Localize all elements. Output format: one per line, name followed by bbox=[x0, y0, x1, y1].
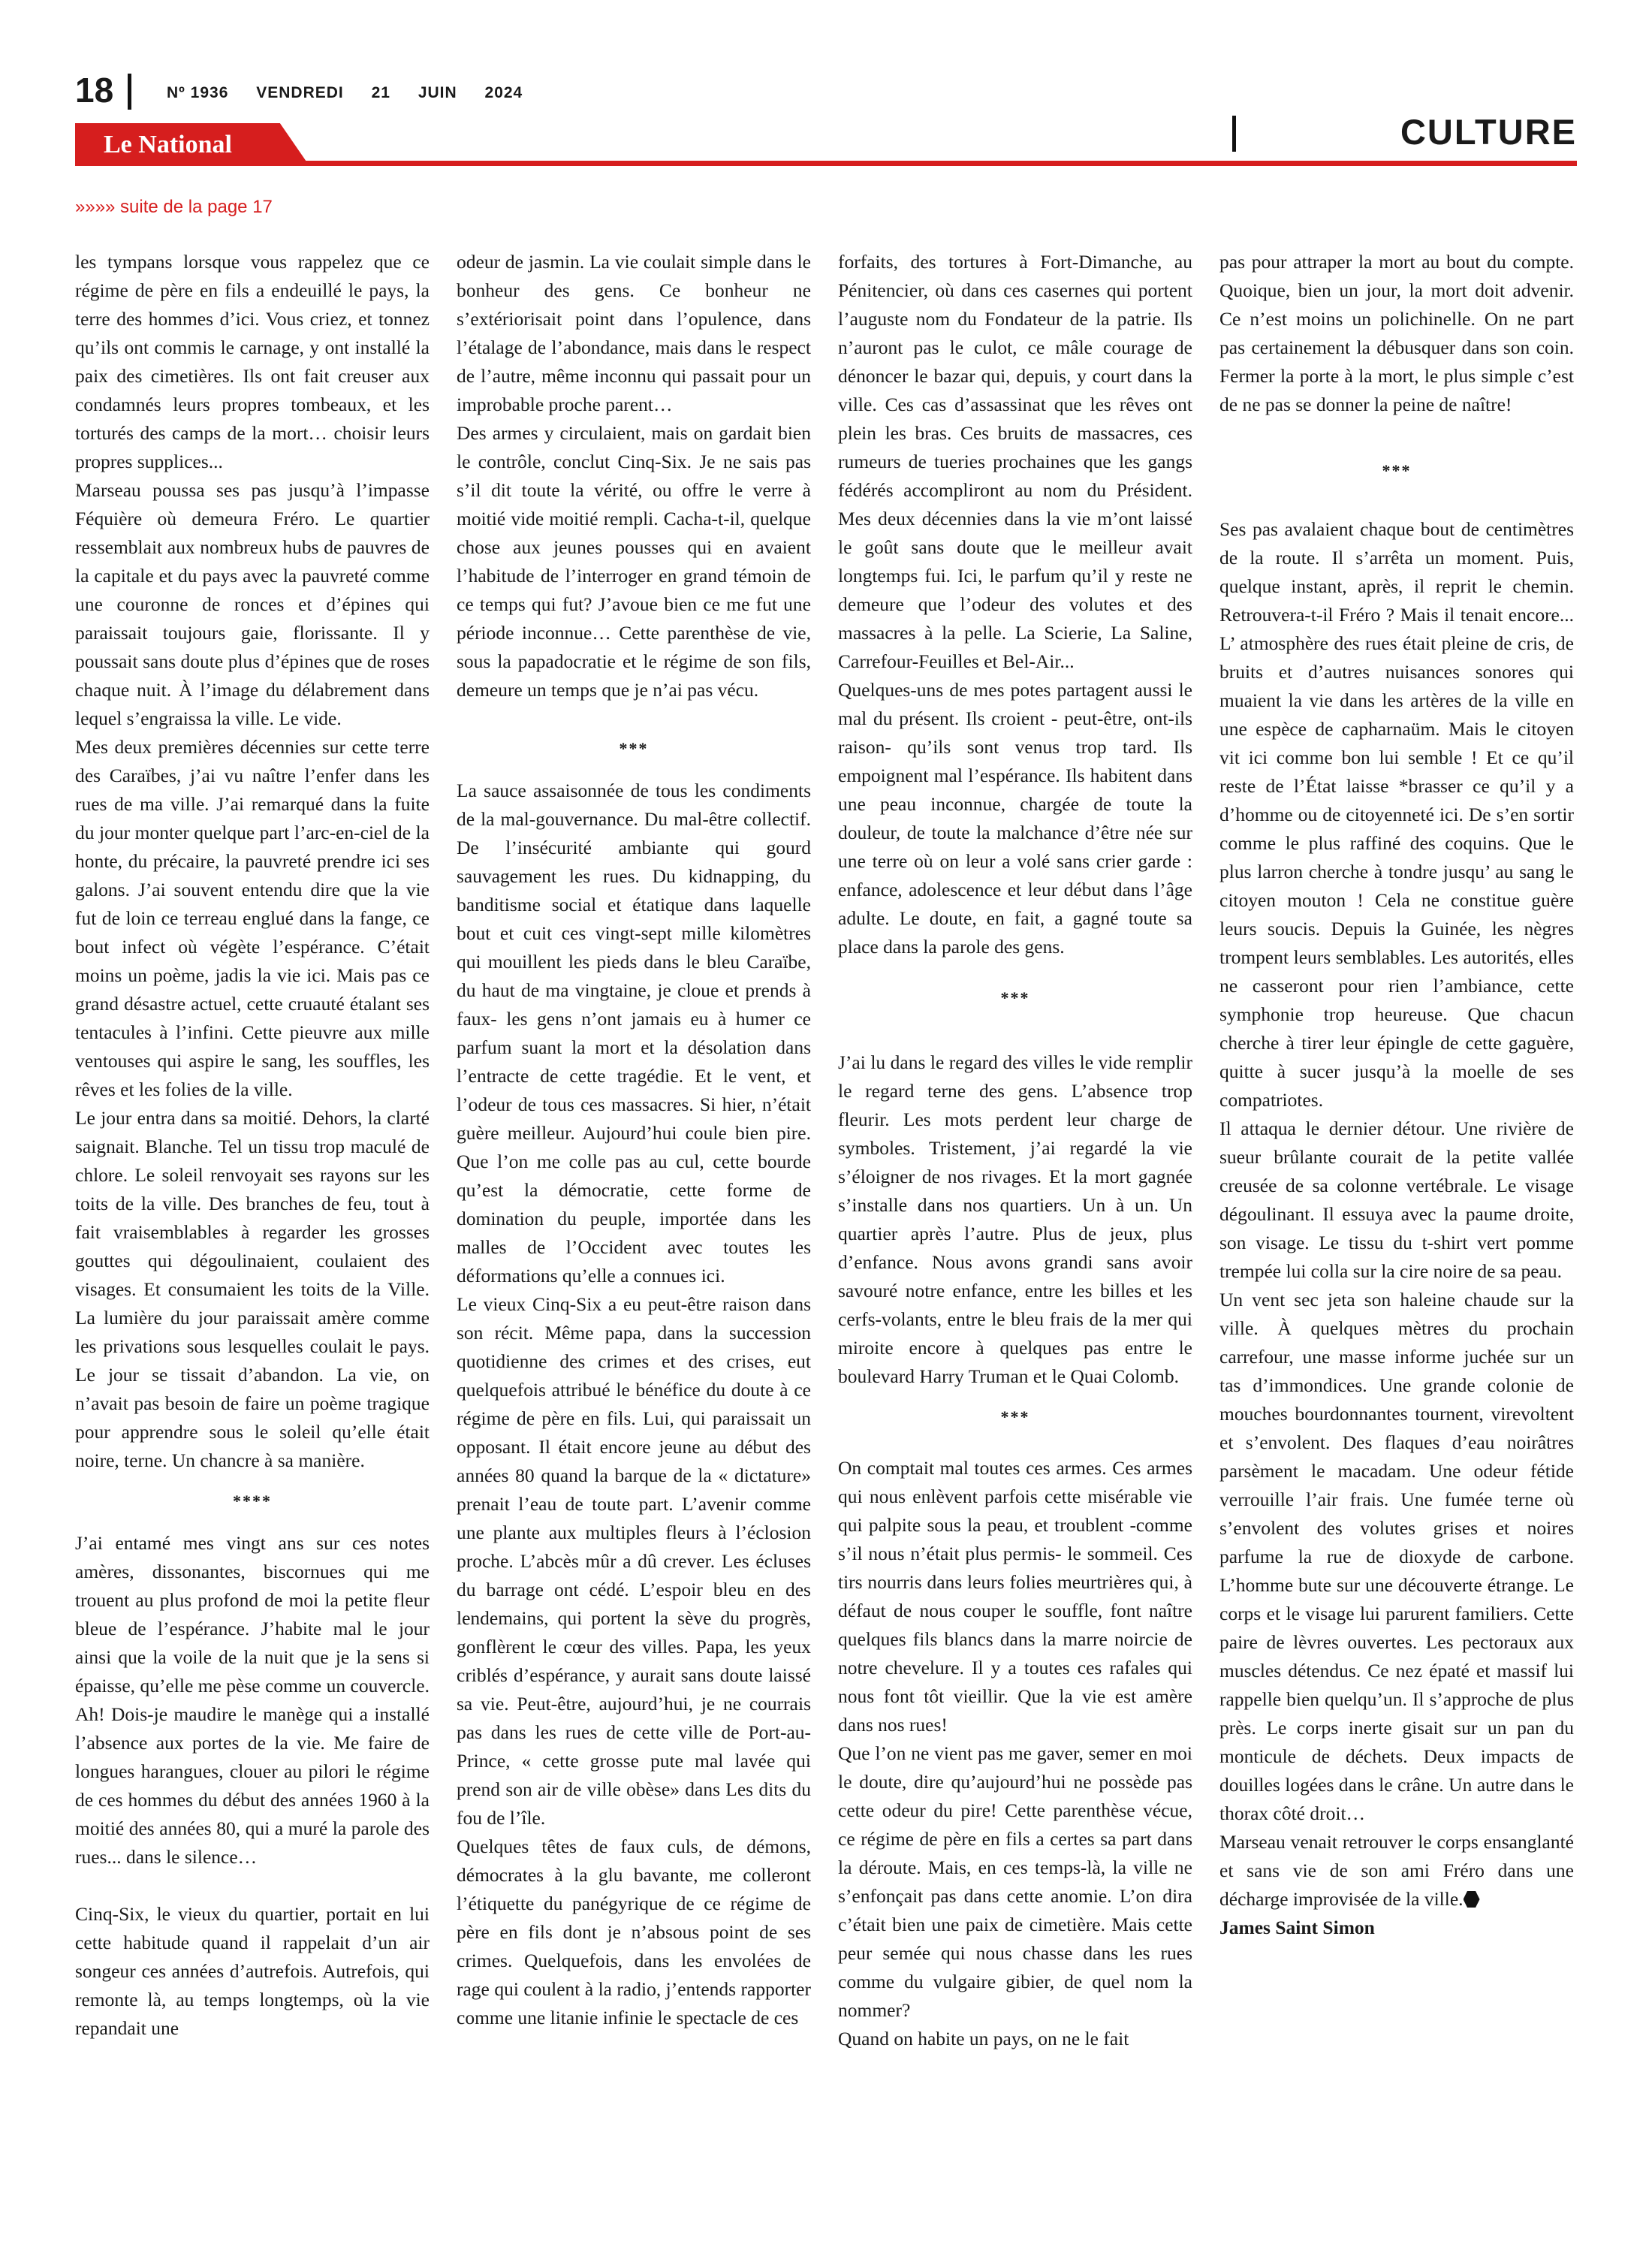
paragraph: les tympans lorsque vous rappelez que ce régime de père en fils a endeuillé le pays, la terre des hommes d’ici. Vous criez, et tonnez qu’ils ont commis le carnage, y ont installé la paix des cimetières. Ils ont fait creuser aux condamnés leurs propres tombeaux, et les torturés des camps de la mort… choisir leurs propres supplices... bbox=[75, 251, 430, 472]
section-separator: *** bbox=[1000, 988, 1030, 1007]
paragraph-text: Marseau venait retrouver le corps ensanglanté et sans vie de son ami Fréro dans une décharge improvisée de la ville. bbox=[1219, 1831, 1574, 1910]
divider-bar bbox=[128, 74, 131, 110]
issue-month: JUIN bbox=[418, 84, 457, 101]
paragraph: Il attaqua le dernier détour. Une rivière de sueur brûlante courait de la petite vallée creusée de sa colonne vertébrale. Le visage dégoulinant. Il essuya avec la paume droite, son visage. Le tissu du t-shirt vert pomme trempée lui colla sur la cire noire de sa peau. bbox=[1219, 1117, 1574, 1282]
paragraph: Un vent sec jeta son haleine chaude sur la ville. À quelques mètres du prochain carrefour, une masse informe juchée sur un tas d’immondices. Une grande colonie de mouches bourdonnantes tournent, virevoltent et s’envolent. Des flaques d’eau noirâtres parsèment le macadam. Une odeur fétide verrouille l’air frais. Une fumée terne où s’envolent des volutes grises et noires parfume la rue de dioxyde de carbone. L’homme bute sur une découverte étrange. Le corps et le visage lui parurent familiers. Cette paire de lèvres ouvertes. Les pectoraux aux muscles détendus. Ce nez épaté et massif lui rappelle bien quelqu’un. Il s’approche de plus près. Le corps inerte gisait sur un pan du monticule de déchets. Deux impacts de douilles logées dans le crâne. Un autre dans le thorax côté droit… bbox=[1219, 1289, 1574, 1824]
section-separator: *** bbox=[619, 739, 649, 758]
end-of-article-icon bbox=[1464, 1891, 1480, 1908]
paragraph: pas pour attraper la mort au bout du compte. Quoique, bien un jour, la mort doit advenir. Ce n’est moins un polichinelle. On ne part pas certainement la débusquer dans son coin. Fermer la porte à la mort, le plus simple c’est de ne pas se donner la peine de naître! bbox=[1219, 251, 1574, 415]
paragraph: Quelques têtes de faux culs, de démons, démocrates à la glu bavante, me colleront l’étiquette du panégyrique de ce régime de père en fils dont je n’absous point de ses crimes. Quelquefois, dans les envolées de rage qui coulent à la radio, j’entends rapporter comme une litanie infinie le spectacle de ces bbox=[457, 1835, 811, 2028]
paragraph-final bbox=[1219, 1828, 1574, 1914]
paragraph: Mes deux premières décennies sur cette terre des Caraïbes, j’ai vu naître l’enfer dans les rues de ma ville. J’ai remarqué dans la fuite du jour monter quelque part l’arc-en-ciel de la honte, du précaire, la pauvreté prendre ici ses galons. J’ai souvent entendu dire que la vie fut de loin ce terreau englué dans la fange, ce bout infect où végète l’espérance. C’était moins un poème, jadis la vie ici. Mais pas ce grand désastre actuel, cette cruauté étalant ses tentacules à l’infini. Cette pieuvre aux mille ventouses qui aspire le sang, les souffles, les rêves et les folies de la ville. bbox=[75, 736, 430, 1100]
column-4 bbox=[1219, 248, 1574, 1942]
paragraph: Quand on habite un pays, on ne le fait bbox=[838, 2028, 1129, 2049]
paragraph: Cinq-Six, le vieux du quartier, portait en lui cette habitude quand il rappelait d’un air songeur ces années d’autrefois. Autrefois, qui remonte là, au temps longtemps, où la vie repandait une bbox=[75, 1903, 430, 2039]
section-title: CULTURE bbox=[1400, 112, 1577, 152]
paragraph: J’ai lu dans le regard des villes le vide remplir le regard terne des gens. L’absence trop fleurir. Les mots perdent leur charge de symboles. Tristement, j’ai regardé la vie s’éloigner de nos rivages. Et la mort gagnée s’installe dans nos quartiers. Un à un. Un quartier après l’autre. Plus de jeux, plus d’enfance. Nous avons grandi sans avoir savouré notre enfance, entre les billes et les cerfs-volants, entre le bleu frais de la mer qui miroite encore à quelques pas entre le boulevard Harry Truman et le Quai Colomb. bbox=[838, 1051, 1192, 1387]
column-2 bbox=[457, 248, 811, 2032]
column-1 bbox=[75, 248, 430, 2043]
page-number: 18 bbox=[75, 71, 114, 110]
paragraph: Quelques-uns de mes potes partagent aussi le mal du présent. Ils croient - peut-être, ont-ils raison- qu’ils sont venus trop tard. Ils empoignent mal l’espérance. Ils habitent dans une peau inconnue, chargée de toute la douleur, de toute la malchance d’être née sur une terre où on leur a volé sans crier garde : enfance, adolescence et leur début dans l’âge adulte. Le doute, en fait, a gagné toute sa place dans la parole des gens. bbox=[838, 679, 1192, 958]
section-separator: **** bbox=[233, 1491, 272, 1510]
brand-logo: Le National bbox=[104, 131, 232, 158]
paragraph: Le vieux Cinq-Six a eu peut-être raison dans son récit. Même papa, dans la succession quotidienne des crimes et des crises, eut quelquefois attribué le bénéfice du doute à ce régime de père en fils. Lui, qui paraissait un opposant. Il était encore jeune au début des années 80 quand la barque de la « dictature» prenait l’eau de toute part. L’avenir comme une plante aux multiples fleurs à l’éclosion proche. L’abcès mûr a dû crever. Les écluses du barrage ont cédé. L’espoir bleu en des lendemains, qui portent la sève du progrès, gonflèrent le cœur des villes. Papa, les yeux criblés d’espérance, y aurait sans doute laissé sa vie. Peut-être, aujourd’hui, je ne courrais pas dans les rues de cette ville de Port-au-Prince, « cette grosse pute mal lavée qui prend son air de ville obèse» dans Les dits du fou de l’île. bbox=[457, 1293, 811, 1829]
paragraph: Le jour entra dans sa moitié. Dehors, la clarté saignait. Blanche. Tel un tissu trop maculé de chlore. Le soleil renvoyait ses rayons sur les toits de la ville. Des branches de feu, tout à fait vraisemblables à regarder les grosses gouttes qui dégoulinaient, coulaient des visages. Et consumaient les toits de la Ville. La lumière du jour paraissait amère comme les privations sous lesquelles coulait le pays. Le jour se tissait d’abandon. La vie, on n’avait pas besoin de faire un poème tragique pour apprendre sous le soleil qu’elle était noire, terne. Un chancre à sa manière. bbox=[75, 1107, 430, 1471]
column-3 bbox=[838, 248, 1192, 2053]
page-header bbox=[75, 69, 1577, 167]
section-divider-bar bbox=[1232, 116, 1236, 152]
issue-number: Nº 1936 bbox=[167, 84, 229, 101]
issue-date: 21 bbox=[371, 84, 390, 101]
paragraph: forfaits, des tortures à Fort-Dimanche, au Pénitencier, où dans ces casernes qui portent l’auguste nom du Fondateur de la patrie. Ils n’auront pas le culot, ce mâle courage de dénoncer le bazar qui, depuis, y court dans la ville. Ces cas d’assassinat que les rêves ont plein les bras. Ces bruits de massacres, ces rumeurs de tueries prochaines que les gangs fédérés accompliront au nom du Président. Mes deux décennies dans la vie m’ont laissé le goût sans doute que le meilleur avait longtemps fui. Ici, le parfum qu’il y reste ne demeure que l’odeur des volutes et des massacres à la pelle. La Scierie, La Saline, Carrefour-Feuilles et Bel-Air... bbox=[838, 251, 1192, 672]
paragraph: Des armes y circulaient, mais on gardait bien le contrôle, conclut Cinq-Six. Je ne sais pas s’il dit toute la vérité, ou offre le verre à moitié vide moitié rempli. Cacha-t-il, quelque chose aux jeunes pousses qui en avaient l’habitude de l’interroger en grand témoin de ce temps qui fut? J’avoue bien ce me fut une période inconnue… Cette parenthèse de vie, sous la papadocratie et le régime de son fils, demeure un temps que je n’ai pas vécu. bbox=[457, 422, 811, 701]
paragraph: Ses pas avalaient chaque bout de centimètres de la route. Il s’arrêta un moment. Puis, quelque instant, après, il reprit le chemin. Retrouvera-t-il Fréro ? Mais il tenait encore... L’ atmosphère des rues était pleine de cris, de bruits et d’autres nuisances sonores qui muaient la vie dans les artères de la ville en une espèce de capharnaüm. Mais le citoyen vit ici comme bon lui semble ! Et ce qu’il reste de l’État laisse *brasser ce qu’il y a d’homme ou de citoyenneté ici. De s’en sortir comme le plus raffiné des coquins. Que le plus larron cherche à tondre jusqu’ au sang le citoyen mouton ! Cela ne constitue guère leurs soucis. Depuis la Guinée, les nègres trompent leurs semblables. Les autorités, elles ne casseront pour rien l’ambiance, cette symphonie trop heureuse. Que chacun cherche à tirer leur épingle de cette gaguère, quitte à sucer jusqu’à la moelle de ses compatriotes. bbox=[1219, 518, 1574, 1111]
paragraph: J’ai entamé mes vingt ans sur ces notes amères, dissonantes, biscornues qui me trouent au plus profond de moi la petite fleur bleue de l’espérance. J’habite mal le jour ainsi que la voile de la nuit que je la sens si épaisse, qu’elle me pèse comme un couvercle. Ah! Dois-je maudire le manège qui a installé l’absence aux portes de la vie. Me faire de longues harangues, clouer au pilori le régime de ces hommes du début des années 1960 à la moitié des années 80, qui a muré la parole des rues... dans le silence… bbox=[75, 1532, 430, 1868]
paragraph: La sauce assaisonnée de tous les condiments de la mal-gouvernance. Du mal-être collectif. De l’insécurité ambiante qui gourd sauvagement les rues. Du kidnapping, du banditisme social et étatique dans laquelle bout et cuit ces vingt-sept mille kilomètres qui mouillent les pieds dans le bleu Caraïbe, du haut de ma vingtaine, je cloue et prends à faux- les gens n’ont jamais eu à humer ce parfum suant la mort et la désolation dans l’entracte de cette tragédie. Et le vent, et l’odeur de tous ces massacres. Si hier, n’était guère meilleur. Aujourd’hui coule bien pire. Que l’on me colle pas au cul, cette bourde qu’est la démocratie, cette forme de domination du peuple, importée dans les malles de l’Occident avec toutes les déformations qu’elle a connues ici. bbox=[457, 780, 811, 1286]
article-body bbox=[75, 248, 1577, 2215]
section-separator: *** bbox=[1382, 461, 1412, 480]
continued-from-label: »»»» suite de la page 17 bbox=[75, 197, 273, 217]
paragraph: odeur de jasmin. La vie coulait simple dans le bonheur des gens. Ce bonheur ne s’extériorisait point dans l’opulence, dans l’étalage de l’abondance, mais dans le respect de l’autre, même inconnu qui passait pour un improbable proche parent… bbox=[457, 251, 811, 415]
spacer bbox=[75, 1871, 430, 1900]
issue-year: 2024 bbox=[484, 84, 523, 101]
author-byline: James Saint Simon bbox=[1219, 1917, 1375, 1938]
issue-day: VENDREDI bbox=[256, 84, 344, 101]
section-separator: *** bbox=[1000, 1407, 1030, 1426]
paragraph: On comptait mal toutes ces armes. Ces armes qui nous enlèvent parfois cette misérable vie qui palpite sous la peau, et troublent -comme s’il nous n’était plus permis- le sommeil. Ces tirs nourris dans leurs folies meurtrières qui, à défaut de nous couper le souffle, font naître quelques fils blancs dans la marre noircie de notre chevelure. Il y a toutes ces rafales qui nous font tôt vieillir. Que la vie est amère dans nos rues! bbox=[838, 1457, 1192, 1736]
paragraph: Que l’on ne vient pas me gaver, semer en moi le doute, dire qu’aujourd’hui ne possède pas cette odeur du pire! Cette parenthèse vécue, ce régime de père en fils a certes sa part dans la déroute. Mais, en ces temps-là, la ville ne s’enfonçait pas dans cette anomie. L’on dira c’était bien une paix de cimetière. Mais cette peur semée qui nous chasse dans les rues comme du vulgaire gibier, de quel nom la nommer? bbox=[838, 1742, 1192, 2021]
header-rule bbox=[75, 161, 1577, 166]
issue-meta bbox=[167, 84, 545, 102]
paragraph: Marseau poussa ses pas jusqu’à l’impasse Féquière où demeura Fréro. Le quartier ressemblait aux nombreux hubs de pauvres de la capitale et du pays avec la pauvreté comme une couronne de ronces et d’épines qui paraissait toujours gaie, florissante. Il y poussait sans doute plus d’épines que de roses chaque nuit. À l’image du délabrement dans lequel s’engraissa la ville. Le vide. bbox=[75, 479, 430, 729]
